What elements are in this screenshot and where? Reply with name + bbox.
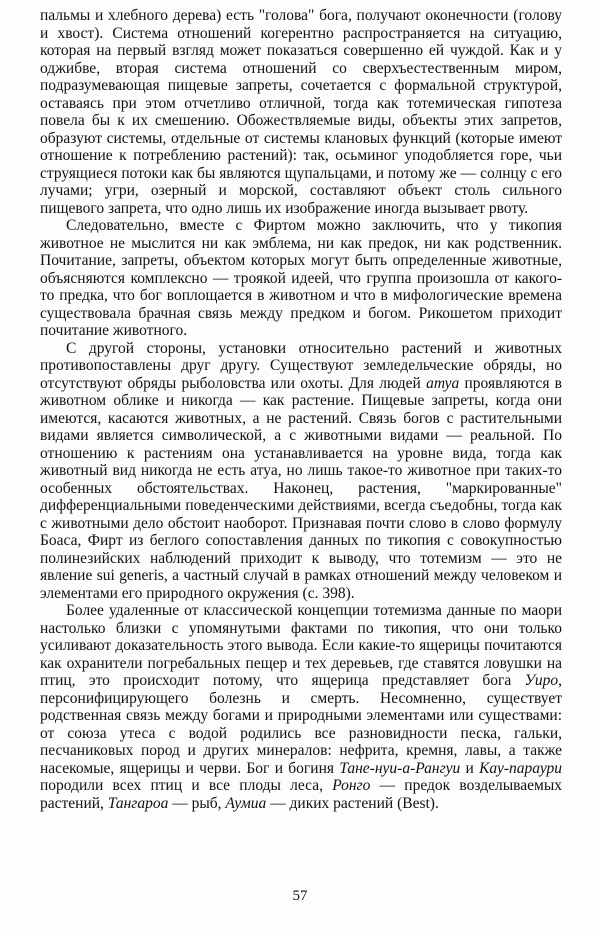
italic-term: Уиро	[524, 672, 559, 689]
text-run: и	[460, 759, 480, 777]
body-text	[40, 7, 562, 812]
text-run: С другой стороны, установки относительно растений и животных противопоставлены друг другу. Существуют земледельческие обряды, но отсутствуют обряды рыболовства или охоты. Для людей	[40, 339, 562, 392]
text-run: — предок возделываемых растений,	[40, 777, 562, 812]
italic-term: Ронго	[332, 777, 371, 794]
text-run: Следовательно, вместе с Фиртом можно заключить, что у тикопия животное не мыслится ни как эмблема, ни как предок, ни как родственник. Почитание, запреты, объектом которых могут быть определенные животные, объясняются комплексно — троякой идеей, что группа произошла от какого-то предка, что бог воплощается в животном и что в мифологические времена существовала брачная связь между предком и богом. Рикошетом приходит почитание животного.	[40, 217, 562, 339]
italic-term: Тангароа	[107, 794, 169, 812]
text-run: , персонифицирующего болезнь и смерть. Несомненно, существует родственная связь между богами и природными элементами или существами: от союза утеса с водой родились все разновидности песка, гальки, песчаниковых пород и других минералов: нефрита, кремня, лавы, а также насекомые, ящерицы и черви. Бог и богиня	[40, 672, 562, 777]
text-run: — диких растений (Best).	[266, 794, 439, 812]
paragraph-4	[40, 602, 562, 812]
text-run: породили всех птиц и все плоды леса,	[40, 777, 333, 794]
page-number: 57	[292, 888, 308, 904]
text-run: проявляются в животном облике и никогда — как растение. Пищевые запреты, когда они имеются, касаются животных, а не растений. Связь богов с растительными видами является символической, а с животными видами — реальной. По отношению к растениям она устанавливается на уровне вида, тогда как животный вид никогда не есть атуа, но лишь такое-то животное при таких-то особенных обстоятельствах. Наконец, растения, "маркированные" дифференциальными поведенческими действиями, всегда съедобны, тогда как с животными дело обстоит наоборот. Признавая почти слово в слово формулу Боаса, Фирт из беглого сопоставления данных по тикопия с совокупностью полинезийских наблюдений приходит к выводу, что тотемизм — это не явление sui generis, а частный случай в рамках отношений между человеком и элементами его природного окружения (с. 398).	[40, 374, 562, 602]
italic-term: Тане-нуи-а-Рангуи	[339, 759, 461, 777]
italic-term: атуа	[426, 374, 460, 392]
text-run: Более удаленные от классической концепции тотемизма данные по маори настолько близки с упомянутыми фактами по тикопия, что они только усиливают доказательность этого вывода. Если какие-то ящерицы почитаются как охранители погребальных пещер и тех деревьев, где ставятся ловушки на птиц, это происходит потому, что ящерица представляет бога	[40, 602, 562, 689]
text-run: пальмы и хлебного дерева) есть "голова" бога, получают оконечности (голову и хвост). Система отношений когерентно распространяется на ситуацию, которая на первый взгляд может показаться совершенно ей чуждой. Как и у оджибве, вторая система отношений со сверхъестественным миром, подразумевающая пищевые запреты, сочетается с формальной структурой, оставаясь при этом отчетливо отличной, тогда как тотемическая гипотеза повела бы к их смешению. Обожествляемые виды, объекты этих запретов, образуют системы, отдельные от системы клановых функций (которые имеют отношение к потреблению растений): так, осьминог уподобляется горе, чьи струящиеся потоки как бы являются щупальцами, и потому же — солнцу с его лучами; угри, озерный и морской, составляют объект столь сильного пищевого запрета, что одно лишь их изображение иногда вызывает рвоту.	[40, 7, 562, 217]
paragraph-2	[40, 217, 562, 340]
italic-term: Кау-параури	[479, 759, 562, 777]
paragraph-1	[40, 7, 562, 217]
italic-term: Аумиа	[225, 794, 267, 812]
text-run: — рыб,	[168, 794, 226, 812]
paragraph-3	[40, 340, 562, 603]
